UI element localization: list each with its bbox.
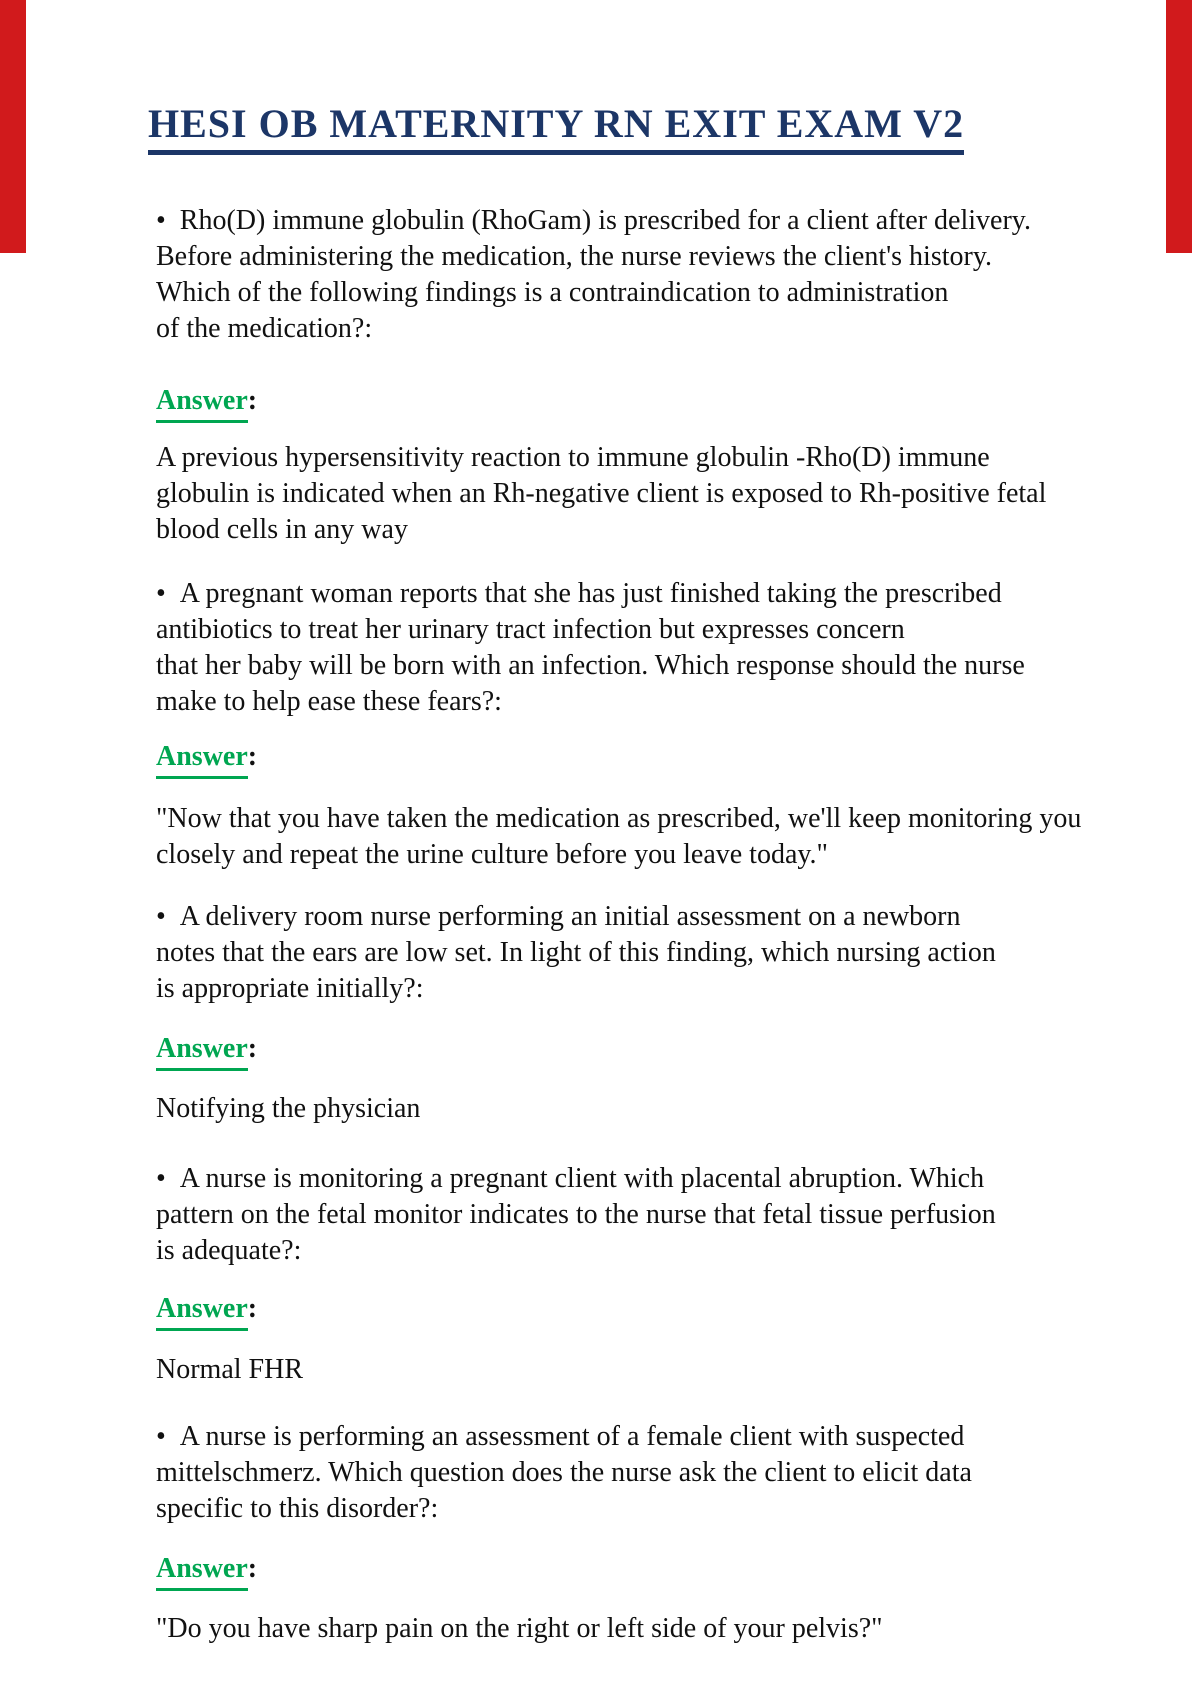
text-line: make to help ease these fears?: <box>156 686 502 717</box>
answer-label <box>156 1551 257 1591</box>
answer-label-text: Answer <box>156 739 248 779</box>
text-line: mittelschmerz. Which question does the nurse ask the client to elicit data <box>156 1457 972 1488</box>
text-line: globulin is indicated when an Rh-negative client is exposed to Rh-positive fetal <box>156 478 1047 509</box>
text-line: pattern on the fetal monitor indicates to the nurse that fetal tissue perfusion <box>156 1199 996 1230</box>
answer-label-text: Answer <box>156 1551 248 1591</box>
text-line: notes that the ears are low set. In light of this finding, which nursing action <box>156 937 996 968</box>
text-line: • A pregnant woman reports that she has just finished taking the prescribed <box>156 578 1002 609</box>
text-line: blood cells in any way <box>156 514 408 545</box>
question-item <box>156 576 1025 720</box>
answer-label <box>156 1031 257 1071</box>
answer-label-colon: : <box>247 1033 258 1064</box>
text-line: Notifying the physician <box>156 1093 421 1124</box>
answer-label-text: Answer <box>156 1291 248 1331</box>
question-item <box>156 203 1031 347</box>
page-title: HESI OB MATERNITY RN EXIT EXAM V2 <box>148 100 964 155</box>
text-line: "Now that you have taken the medication as prescribed, we'll keep monitoring you <box>156 803 1082 834</box>
text-line: Which of the following findings is a contraindication to administration <box>156 277 949 308</box>
text-line: is appropriate initially?: <box>156 973 424 1004</box>
text-line: antibiotics to treat her urinary tract infection but expresses concern <box>156 614 905 645</box>
answer-label-colon: : <box>247 1293 258 1324</box>
text-line: • A nurse is performing an assessment of a female client with suspected <box>156 1421 965 1452</box>
answer-text <box>156 1611 883 1647</box>
answer-label-colon: : <box>247 1553 258 1584</box>
text-line: • Rho(D) immune globulin (RhoGam) is prescribed for a client after delivery. <box>156 205 1031 236</box>
text-line: specific to this disorder?: <box>156 1493 439 1524</box>
question-item <box>156 1161 996 1269</box>
answer-label <box>156 1291 257 1331</box>
text-line: • A nurse is monitoring a pregnant client with placental abruption. Which <box>156 1163 985 1194</box>
answer-label <box>156 739 257 779</box>
text-line: "Do you have sharp pain on the right or left side of your pelvis?" <box>156 1613 883 1644</box>
red-banner-right <box>1166 0 1192 253</box>
answer-text <box>156 440 1046 548</box>
red-banner-left <box>0 0 26 253</box>
text-line: that her baby will be born with an infection. Which response should the nurse <box>156 650 1025 681</box>
answer-label <box>156 383 257 423</box>
text-line: Before administering the medication, the nurse reviews the client's history. <box>156 241 992 272</box>
answer-text <box>156 801 1081 873</box>
answer-label-text: Answer <box>156 1031 248 1071</box>
text-line: is adequate?: <box>156 1235 302 1266</box>
text-line: Normal FHR <box>156 1354 303 1385</box>
question-item <box>156 899 996 1007</box>
answer-label-colon: : <box>247 385 258 416</box>
text-line: A previous hypersensitivity reaction to immune globulin -Rho(D) immune <box>156 442 990 473</box>
text-line: closely and repeat the urine culture before you leave today." <box>156 839 828 870</box>
answer-label-colon: : <box>247 741 258 772</box>
question-item <box>156 1419 972 1527</box>
answer-label-text: Answer <box>156 383 248 423</box>
text-line: of the medication?: <box>156 313 373 344</box>
answer-text <box>156 1352 303 1388</box>
answer-text <box>156 1091 420 1127</box>
text-line: • A delivery room nurse performing an initial assessment on a newborn <box>156 901 961 932</box>
